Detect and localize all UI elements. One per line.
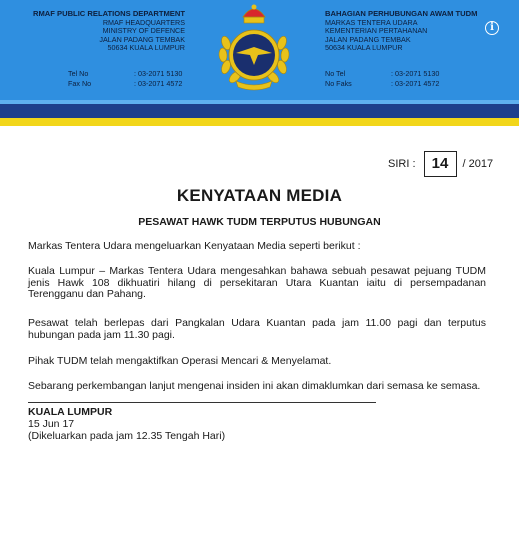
issue-time: (Dikeluarkan pada jam 12.35 Tengah Hari) — [28, 430, 226, 442]
letterhead-malay — [325, 9, 500, 88]
address-line: MARKAS TENTERA UDARA — [325, 17, 418, 27]
header-stripe-yellow — [0, 118, 519, 126]
document-subtitle: PESAWAT HAWK TUDM TERPUTUS HUBUNGAN — [138, 216, 381, 228]
paragraph: Pesawat telah berlepas dari Pangkalan Udara Kuantan pada jam 11.00 pagi dan terputus hubungan pada jam 11.30 pagi. — [28, 317, 486, 341]
fax-value: : 03-2071 4572 — [134, 78, 183, 88]
letterhead-malay-title: BAHAGIAN PERHUBUNGAN AWAM TUDM — [325, 9, 478, 18]
issue-footer — [28, 406, 225, 442]
letterhead — [0, 0, 519, 100]
letterhead-english — [0, 9, 185, 88]
header-stripe-navy — [0, 104, 519, 118]
address-line: 50634 KUALA LUMPUR — [325, 43, 403, 53]
siri-number-box: 14 — [424, 151, 457, 177]
divider — [28, 402, 376, 403]
rmaf-emblem-icon — [214, 3, 294, 93]
issue-date: 15 Jun 17 — [28, 418, 75, 430]
address-line: JALAN PADANG TEMBAK — [325, 34, 411, 44]
address-line: KEMENTERIAN PERTAHANAN — [325, 26, 428, 36]
info-icon[interactable]: i — [485, 21, 499, 35]
tel-value: : 03-2071 5130 — [134, 69, 183, 78]
siri-year: / 2017 — [462, 158, 494, 170]
contact-block-english — [68, 69, 188, 88]
fax-label: No Faks — [325, 78, 352, 88]
paragraph: Kuala Lumpur – Markas Tentera Udara mengesahkan bahawa sebuah pesawat pejuang TUDM jenis Hawk 108 dikhuatiri hilang di persekitaran Utara Kuantan iaitu di persempadanan Terengganu dan Pahang. — [28, 265, 486, 300]
fax-label: Fax No — [68, 78, 92, 88]
issue-place: KUALA LUMPUR — [28, 406, 113, 418]
tel-value: : 03-2071 5130 — [391, 69, 440, 78]
document-title: KENYATAAN MEDIA — [176, 186, 343, 205]
series-number — [388, 151, 493, 177]
contact-block-malay — [325, 69, 445, 88]
paragraph: Markas Tentera Udara mengeluarkan Kenyataan Media seperti berikut : — [28, 240, 361, 252]
address-line: MINISTRY OF DEFENCE — [102, 26, 185, 36]
paragraph: Pihak TUDM telah mengaktifkan Operasi Mencari & Menyelamat. — [28, 355, 332, 367]
paragraph: Sebarang perkembangan lanjut mengenai insiden ini akan dimaklumkan dari semasa ke semasa. — [28, 380, 481, 392]
address-line: 50634 KUALA LUMPUR — [107, 43, 185, 53]
letterhead-english-title: RMAF PUBLIC RELATIONS DEPARTMENT — [32, 9, 185, 18]
address-line: RMAF HEADQUARTERS — [102, 17, 185, 27]
tel-label: Tel No — [68, 69, 89, 78]
fax-value: : 03-2071 4572 — [391, 78, 440, 88]
address-line: JALAN PADANG TEMBAK — [99, 34, 185, 44]
siri-label: SIRI : — [388, 158, 416, 170]
tel-label: No Tel — [325, 69, 346, 78]
